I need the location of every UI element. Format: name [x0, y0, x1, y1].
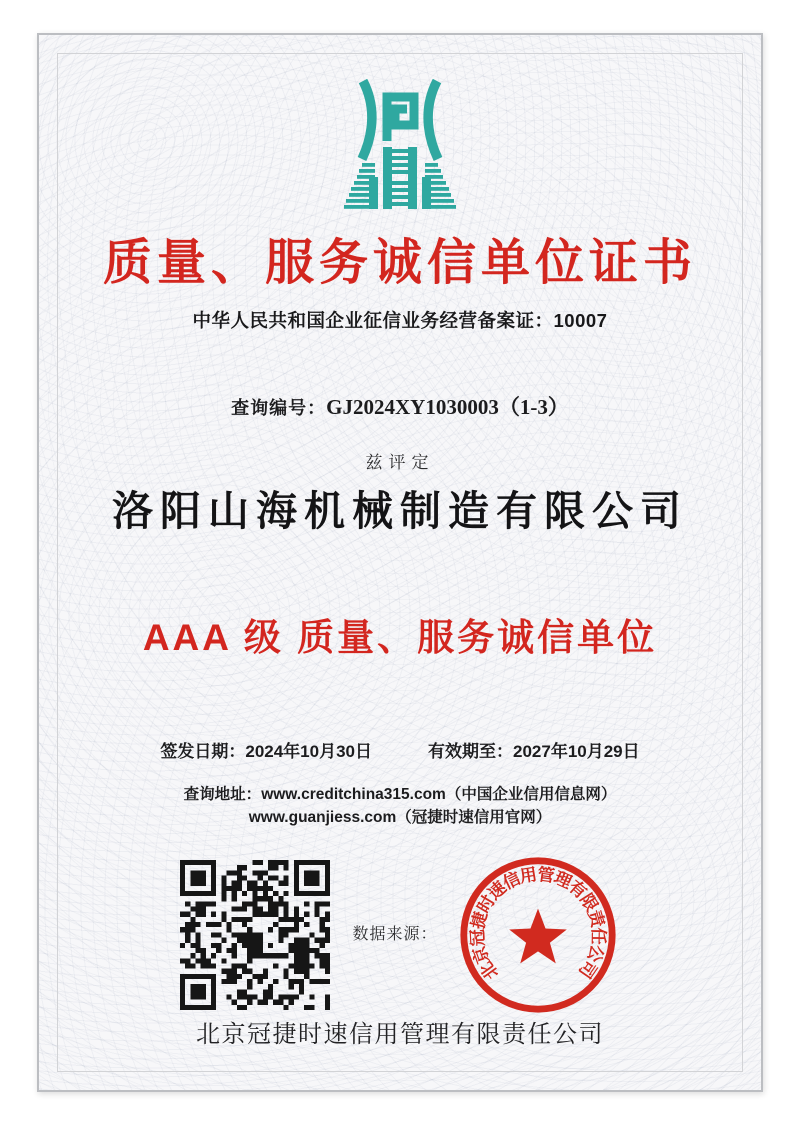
data-source-label: 数据来源：	[352, 926, 438, 943]
issue-date-value: 2024年10月30日	[245, 742, 372, 761]
seal-text: 北京冠捷时速信用管理有限责任公司	[467, 864, 608, 983]
query-number-label: 查询编号：	[231, 398, 327, 418]
qr-code	[180, 860, 330, 1010]
logo-g-spiral	[387, 97, 414, 141]
media-row	[39, 853, 761, 1017]
brand-logo-container	[39, 79, 761, 213]
brand-logo-icon	[329, 79, 471, 209]
query-number-line	[39, 397, 761, 418]
query-address-label: 查询地址：	[183, 786, 262, 803]
valid-until	[428, 743, 640, 760]
query-address-url1: www.creditchina315.com（中国企业信用信息网）	[261, 786, 617, 803]
query-address-line1	[39, 783, 761, 806]
query-number-value: GJ2024XY1030003（1-3）	[326, 395, 569, 419]
logo-right-curve	[428, 81, 438, 159]
issue-date	[160, 743, 372, 760]
query-address-block	[39, 783, 761, 829]
certificate-page	[37, 33, 763, 1092]
certificate-subtitle: 中华人民共和国企业征信业务经营备案证：10007	[192, 310, 608, 331]
hereby-text: 兹评定	[365, 453, 435, 472]
issue-date-label: 签发日期：	[160, 742, 246, 761]
dates-row	[39, 743, 761, 760]
valid-until-label: 有效期至：	[428, 742, 513, 761]
valid-until-value: 2027年10月29日	[513, 742, 640, 761]
certificate-title: 质量、服务诚信单位证书	[102, 236, 697, 290]
company-seal	[456, 853, 620, 1017]
issuer-name: 北京冠捷时速信用管理有限责任公司	[196, 1021, 604, 1048]
seal-star-icon	[509, 909, 567, 964]
rating-line: AAA 级 质量、服务诚信单位	[142, 617, 658, 658]
company-name: 洛阳山海机械制造有限公司	[112, 488, 688, 534]
logo-left-curve	[362, 81, 372, 159]
query-address-line2: www.guanjiess.com（冠捷时速信用官网）	[248, 809, 552, 826]
